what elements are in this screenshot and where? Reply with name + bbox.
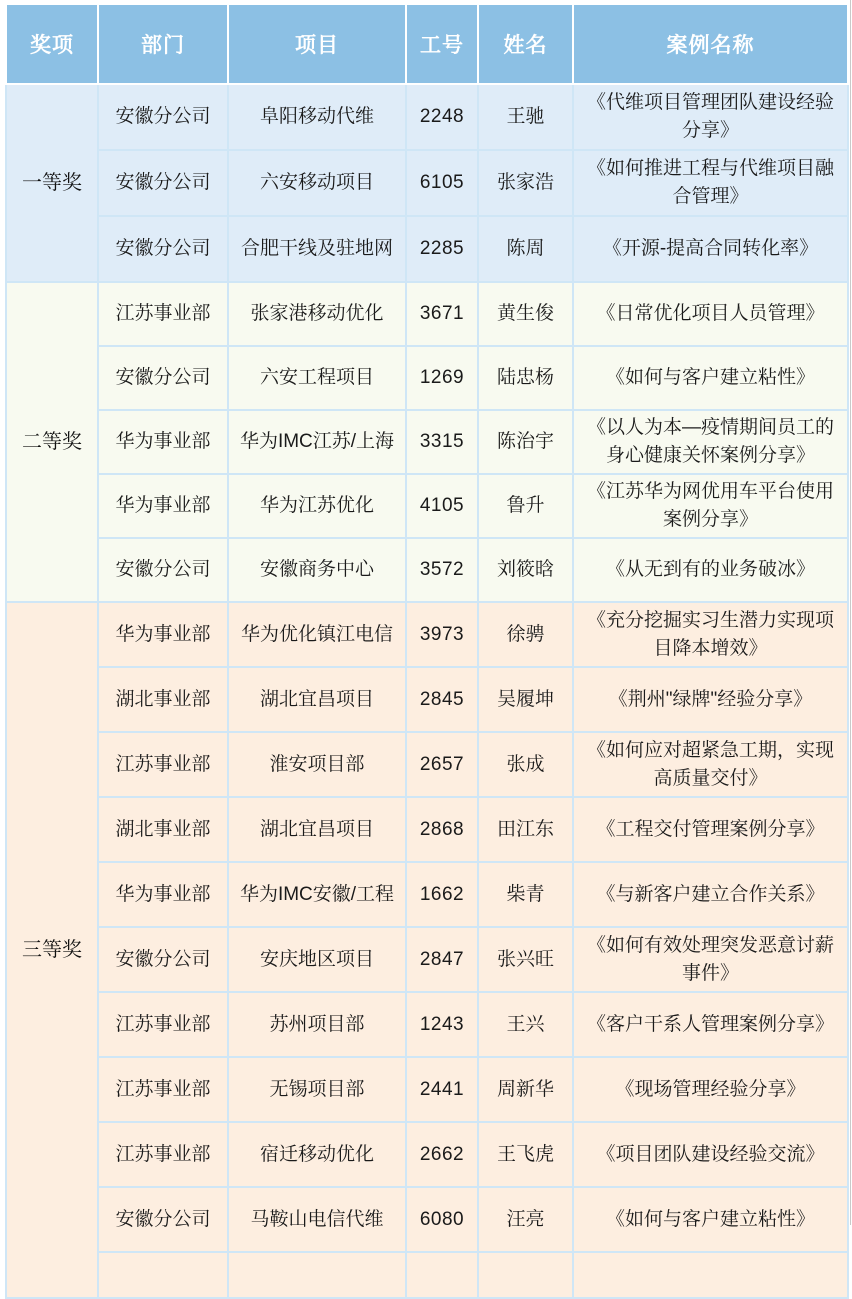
cell-project: 安庆地区项目 xyxy=(228,927,406,992)
cell-emp_no: 2868 xyxy=(406,797,478,862)
cell-name: 王兴 xyxy=(478,992,573,1057)
cell-dept: 湖北事业部 xyxy=(98,667,228,732)
table-row xyxy=(6,410,848,474)
cell-dept: 安徽分公司 xyxy=(98,346,228,410)
header-cell-dept: 部门 xyxy=(98,4,228,84)
cell-empty xyxy=(98,1252,228,1298)
cell-emp_no: 2441 xyxy=(406,1057,478,1122)
cell-name: 陈周 xyxy=(478,216,573,282)
cell-project: 湖北宜昌项目 xyxy=(228,667,406,732)
cell-case_name: 《代维项目管理团队建设经验分享》 xyxy=(573,84,848,150)
cell-name: 徐骋 xyxy=(478,602,573,667)
header-cell-case-name: 案例名称 xyxy=(573,4,848,84)
awards-table xyxy=(5,3,849,1299)
table-row xyxy=(6,150,848,216)
table-row xyxy=(6,84,848,150)
cell-dept: 江苏事业部 xyxy=(98,1122,228,1187)
cell-project: 合肥干线及驻地网 xyxy=(228,216,406,282)
cell-dept: 华为事业部 xyxy=(98,474,228,538)
cell-case_name: 《荆州"绿牌"经验分享》 xyxy=(573,667,848,732)
table-body xyxy=(6,84,848,1298)
cell-name: 陆忠杨 xyxy=(478,346,573,410)
cell-empty xyxy=(406,1252,478,1298)
award-cell-second-prize: 二等奖 xyxy=(6,282,98,602)
cell-emp_no: 2657 xyxy=(406,732,478,797)
cell-name: 刘筱晗 xyxy=(478,538,573,602)
cell-name: 陈治宇 xyxy=(478,410,573,474)
cell-case_name: 《如何应对超紧急工期，实现高质量交付》 xyxy=(573,732,848,797)
page-right-edge-line xyxy=(850,0,851,1225)
cell-emp_no: 3671 xyxy=(406,282,478,346)
cell-name: 王飞虎 xyxy=(478,1122,573,1187)
table-row xyxy=(6,992,848,1057)
cell-emp_no: 2248 xyxy=(406,84,478,150)
cell-case_name: 《现场管理经验分享》 xyxy=(573,1057,848,1122)
cell-project: 无锡项目部 xyxy=(228,1057,406,1122)
table-row xyxy=(6,862,848,927)
cell-dept: 安徽分公司 xyxy=(98,1187,228,1252)
table-row xyxy=(6,282,848,346)
header-cell-name: 姓名 xyxy=(478,4,573,84)
cell-emp_no: 3572 xyxy=(406,538,478,602)
cell-case_name: 《与新客户建立合作关系》 xyxy=(573,862,848,927)
cell-project: 宿迁移动优化 xyxy=(228,1122,406,1187)
cell-project: 淮安项目部 xyxy=(228,732,406,797)
cell-empty xyxy=(478,1252,573,1298)
cell-case_name: 《从无到有的业务破冰》 xyxy=(573,538,848,602)
cell-project: 华为IMC江苏/上海 xyxy=(228,410,406,474)
cell-name: 鲁升 xyxy=(478,474,573,538)
cell-name: 柴青 xyxy=(478,862,573,927)
cell-dept: 江苏事业部 xyxy=(98,282,228,346)
table-row xyxy=(6,797,848,862)
cell-name: 周新华 xyxy=(478,1057,573,1122)
partial-row xyxy=(6,1252,848,1298)
cell-project: 六安工程项目 xyxy=(228,346,406,410)
cell-emp_no: 2847 xyxy=(406,927,478,992)
header-cell-project: 项目 xyxy=(228,4,406,84)
cell-dept: 安徽分公司 xyxy=(98,538,228,602)
table-row xyxy=(6,346,848,410)
cell-emp_no: 2285 xyxy=(406,216,478,282)
cell-project: 华为优化镇江电信 xyxy=(228,602,406,667)
cell-dept: 华为事业部 xyxy=(98,862,228,927)
cell-name: 汪亮 xyxy=(478,1187,573,1252)
cell-case_name: 《以人为本—疫情期间员工的身心健康关怀案例分享》 xyxy=(573,410,848,474)
cell-case_name: 《充分挖掘实习生潜力实现项目降本增效》 xyxy=(573,602,848,667)
cell-name: 张家浩 xyxy=(478,150,573,216)
cell-case_name: 《项目团队建设经验交流》 xyxy=(573,1122,848,1187)
cell-dept: 江苏事业部 xyxy=(98,1057,228,1122)
cell-empty xyxy=(573,1252,848,1298)
table-row xyxy=(6,732,848,797)
cell-case_name: 《客户干系人管理案例分享》 xyxy=(573,992,848,1057)
cell-dept: 华为事业部 xyxy=(98,410,228,474)
cell-empty xyxy=(228,1252,406,1298)
cell-case_name: 《工程交付管理案例分享》 xyxy=(573,797,848,862)
table-row xyxy=(6,538,848,602)
cell-project: 湖北宜昌项目 xyxy=(228,797,406,862)
cell-name: 黄生俊 xyxy=(478,282,573,346)
cell-dept: 安徽分公司 xyxy=(98,927,228,992)
cell-case_name: 《开源-提高合同转化率》 xyxy=(573,216,848,282)
award-cell-first-prize: 一等奖 xyxy=(6,84,98,282)
cell-dept: 江苏事业部 xyxy=(98,732,228,797)
cell-emp_no: 6080 xyxy=(406,1187,478,1252)
cell-project: 马鞍山电信代维 xyxy=(228,1187,406,1252)
table-row xyxy=(6,667,848,732)
table-row xyxy=(6,602,848,667)
cell-dept: 华为事业部 xyxy=(98,602,228,667)
table-row xyxy=(6,927,848,992)
table-row xyxy=(6,1057,848,1122)
cell-dept: 江苏事业部 xyxy=(98,992,228,1057)
cell-emp_no: 1243 xyxy=(406,992,478,1057)
cell-name: 吴履坤 xyxy=(478,667,573,732)
cell-emp_no: 6105 xyxy=(406,150,478,216)
cell-project: 张家港移动优化 xyxy=(228,282,406,346)
cell-name: 张兴旺 xyxy=(478,927,573,992)
cell-emp_no: 4105 xyxy=(406,474,478,538)
header-cell-emp-no: 工号 xyxy=(406,4,478,84)
cell-case_name: 《如何与客户建立粘性》 xyxy=(573,346,848,410)
cell-name: 王驰 xyxy=(478,84,573,150)
cell-name: 张成 xyxy=(478,732,573,797)
cell-project: 华为IMC安徽/工程 xyxy=(228,862,406,927)
header-cell-award: 奖项 xyxy=(6,4,98,84)
cell-dept: 安徽分公司 xyxy=(98,150,228,216)
cell-case_name: 《日常优化项目人员管理》 xyxy=(573,282,848,346)
cell-case_name: 《如何推进工程与代维项目融合管理》 xyxy=(573,150,848,216)
cell-project: 华为江苏优化 xyxy=(228,474,406,538)
table-row xyxy=(6,216,848,282)
table-row xyxy=(6,1187,848,1252)
table-row xyxy=(6,1122,848,1187)
award-cell-third-prize: 三等奖 xyxy=(6,602,98,1298)
cell-dept: 安徽分公司 xyxy=(98,84,228,150)
cell-emp_no: 1269 xyxy=(406,346,478,410)
cell-project: 苏州项目部 xyxy=(228,992,406,1057)
cell-case_name: 《江苏华为网优用车平台使用案例分享》 xyxy=(573,474,848,538)
cell-name: 田江东 xyxy=(478,797,573,862)
cell-project: 安徽商务中心 xyxy=(228,538,406,602)
cell-project: 六安移动项目 xyxy=(228,150,406,216)
cell-project: 阜阳移动代维 xyxy=(228,84,406,150)
cell-emp_no: 2662 xyxy=(406,1122,478,1187)
table-row xyxy=(6,474,848,538)
cell-dept: 安徽分公司 xyxy=(98,216,228,282)
cell-emp_no: 3315 xyxy=(406,410,478,474)
cell-emp_no: 1662 xyxy=(406,862,478,927)
cell-dept: 湖北事业部 xyxy=(98,797,228,862)
cell-emp_no: 2845 xyxy=(406,667,478,732)
header-row xyxy=(6,4,848,84)
cell-emp_no: 3973 xyxy=(406,602,478,667)
cell-case_name: 《如何与客户建立粘性》 xyxy=(573,1187,848,1252)
cell-case_name: 《如何有效处理突发恶意讨薪事件》 xyxy=(573,927,848,992)
